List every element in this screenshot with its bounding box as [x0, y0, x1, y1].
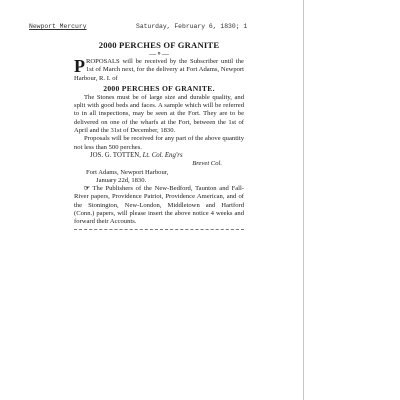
place-date-block — [74, 169, 244, 186]
signature-name: JOS. G. TOTTEN, — [90, 151, 141, 159]
page-divider — [303, 0, 304, 400]
place-line: Fort Adams, Newport Harbour, — [86, 168, 169, 176]
signature-line — [74, 152, 244, 160]
ornament-divider: —⚬— — [149, 50, 169, 58]
notice-text: The Publishers of the New-Bedford, Taunton and Fall-River papers, Providence Patriot, Providence American, and of the Stonington, New-London, Middletown and Hartford (Conn.) papers, will please insert the above notice 4 weeks and forward their Accounts. — [74, 185, 244, 226]
specification-paragraph: The Stones must be of large size and durable quality, and split with good beds and faces. A sample which will be referred to in all inspections, may be seen at the Fort. They are to be delivered on one of the wharfs at the Fort, between the 1st of April and the 31st of December, 1830. — [74, 93, 244, 135]
bottom-rule — [74, 229, 244, 230]
date-line: January 22d, 1830. — [96, 176, 147, 184]
intro-text: ROPOSALS will be received by the Subscriber until the 1st of March next, for the delivery at Fort Adams, Newport Harbour, R. I. of — [74, 58, 244, 82]
article-subheading: 2000 PERCHES OF GRANITE. — [103, 83, 215, 93]
pointing-hand-icon: ☞ — [84, 185, 90, 193]
proposals-paragraph: Proposals will be received for any part of the above quantity not less than 500 perches. — [74, 135, 244, 151]
publishers-notice — [74, 185, 244, 226]
signature-rank: Brevet Col. — [192, 160, 222, 168]
intro-paragraph — [74, 58, 244, 83]
issue-date: Saturday, February 6, 1830; 1 — [136, 23, 248, 30]
drop-cap: P — [74, 56, 85, 76]
newspaper-source: Newport Mercury — [29, 23, 87, 30]
newspaper-clipping — [74, 40, 244, 273]
signature-title: Lt. Col. Eng'rs — [140, 151, 183, 159]
article-headline: 2000 PERCHES OF GRANITE — [98, 40, 220, 50]
